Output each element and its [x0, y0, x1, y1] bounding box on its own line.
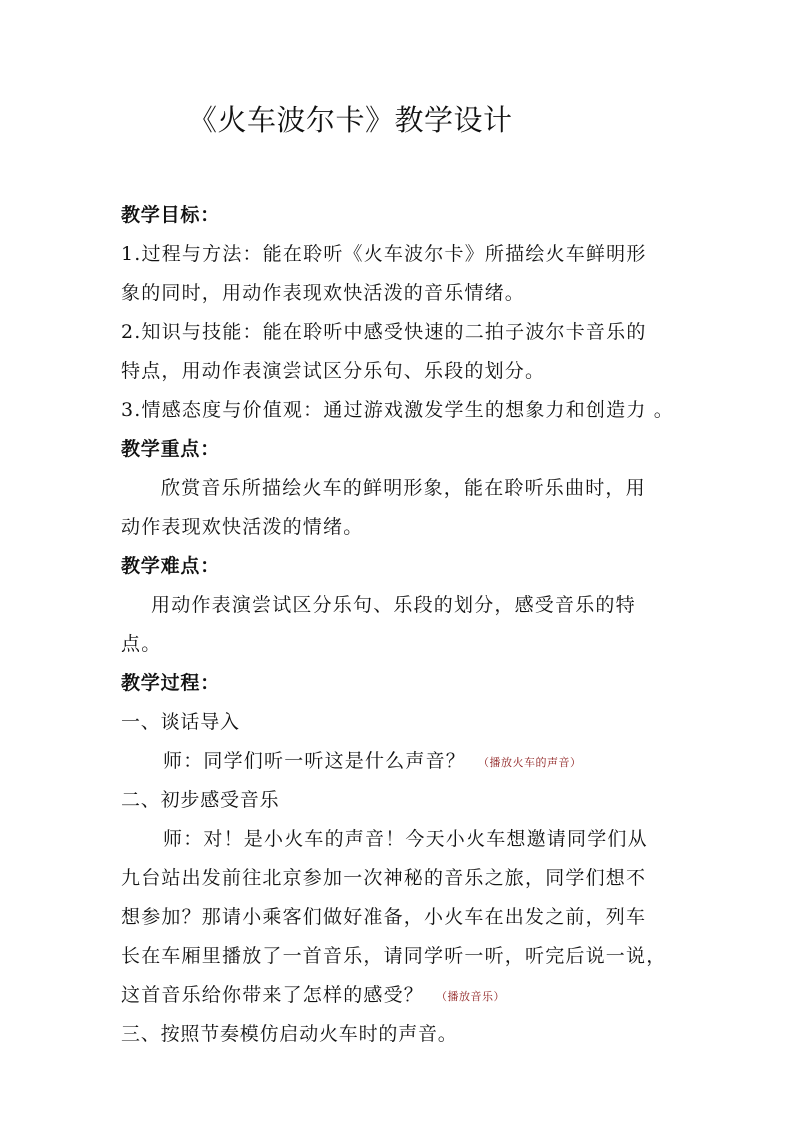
- objectives-heading: 教学目标：: [121, 204, 221, 226]
- key-points-line-2: 动作表现欢快活泼的情绪。: [121, 516, 364, 538]
- section-2-line-3: 想参加？那请小乘客们做好准备，小火车在出发之前，列车: [121, 906, 647, 928]
- section-1-title: 一、谈话导入: [121, 711, 240, 733]
- difficulties-heading: 教学难点：: [121, 555, 221, 577]
- section-2-note: （播放音乐）: [436, 989, 506, 1003]
- page-title: 《火车波尔卡》教学设计: [188, 103, 513, 137]
- section-2-line-1: 师：对！是小火车的声音！今天小火车想邀请同学们从: [163, 828, 648, 850]
- key-points-line-1: 欣赏音乐所描绘火车的鲜明形象，能在聆听乐曲时，用: [161, 477, 646, 499]
- document-body: [121, 196, 681, 1054]
- objective-2-line-1: 2.知识与技能：能在聆听中感受快速的二拍子波尔卡音乐的: [121, 321, 647, 343]
- section-1-text: 师：同学们听一听这是什么声音？: [163, 750, 467, 772]
- objective-1-line-2: 象的同时，用动作表现欢快活泼的音乐情绪。: [121, 282, 526, 304]
- section-2-line-5: [121, 976, 681, 1015]
- section-3-title: 三、按照节奏模仿启动火车时的声音。: [121, 1023, 458, 1045]
- section-1-note: （播放火车的声音）: [478, 755, 582, 769]
- objective-2-line-2: 特点，用动作表演尝试区分乐句、乐段的划分。: [121, 360, 546, 382]
- key-points-heading: 教学重点：: [121, 438, 221, 460]
- process-heading: 教学过程：: [121, 672, 221, 694]
- objective-3-line-1: 3.情感态度与价值观：通过游戏激发学生的想象力和创造力 。: [121, 399, 674, 421]
- section-1-line-1: [121, 742, 681, 781]
- section-2-line-2: 九台站出发前往北京参加一次神秘的音乐之旅，同学们想不: [121, 867, 647, 889]
- section-2-line-4: 长在车厢里播放了一首音乐，请同学听一听，听完后说一说，: [121, 945, 667, 967]
- section-2-title: 二、初步感受音乐: [121, 789, 280, 811]
- difficulties-line-1: 用动作表演尝试区分乐句、乐段的划分，感受音乐的特: [151, 594, 636, 616]
- objective-1-line-1: 1.过程与方法：能在聆听《火车波尔卡》所描绘火车鲜明形: [121, 243, 647, 265]
- difficulties-line-2: 点。: [121, 633, 162, 655]
- section-2-text: 这首音乐给你带来了怎样的感受？: [121, 984, 425, 1006]
